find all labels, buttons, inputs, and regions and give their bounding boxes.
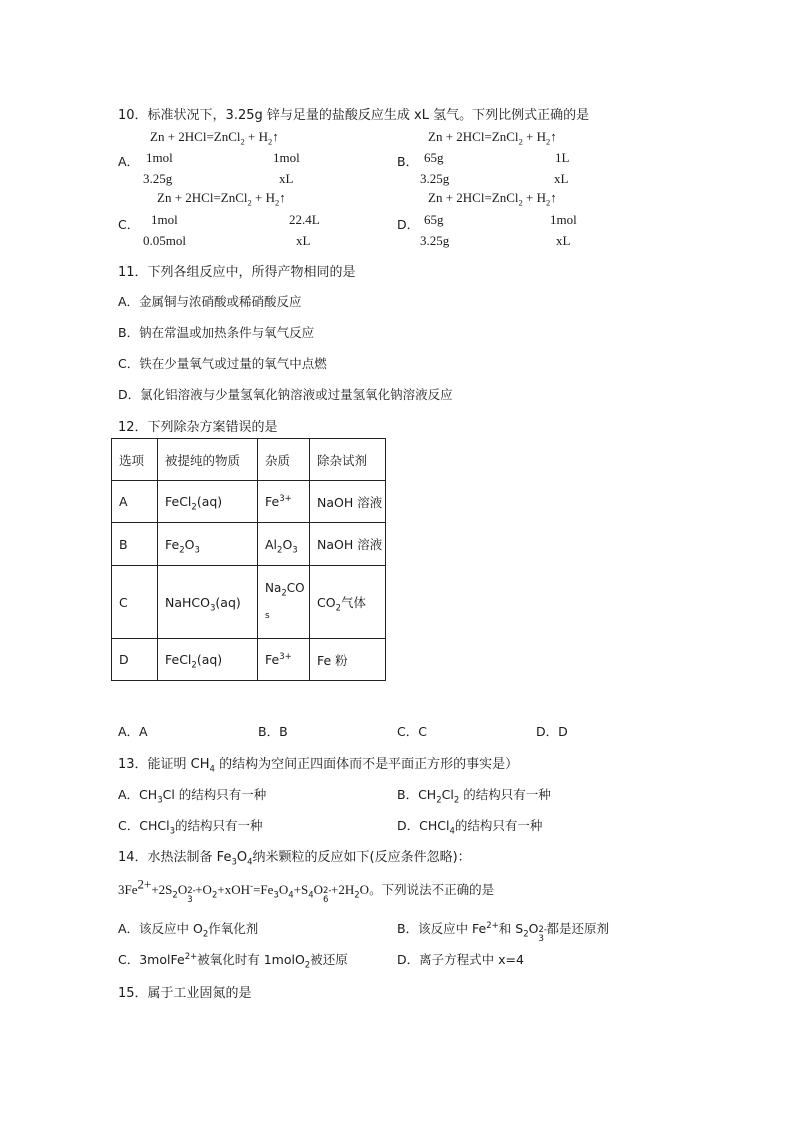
q10-stem: 10．标准状况下，3.25g 锌与足量的盐酸反应生成 xL 氢气。下列比例式正确的是 xyxy=(118,108,590,123)
q10-d-r1-right: 1mol xyxy=(550,212,577,227)
q12-option-d: D．D xyxy=(536,724,568,739)
q10-option-c-label: C． xyxy=(118,217,140,232)
q10-d-r1-left: 65g xyxy=(424,212,444,227)
row-b-substance: $Fe_2O_3$ xyxy=(158,523,258,566)
row-a-option: A xyxy=(112,481,158,523)
q10-a-r1-right: 1mol xyxy=(273,150,300,165)
q11-option-c: C．铁在少量氧气或过量的氧气中点燃 xyxy=(118,356,327,371)
q14-option-c: C．3molFe$^{2+}$被氧化时有 1molO$_2$被还原 xyxy=(118,951,348,971)
q10-equation-c: Zn + 2HCl=ZnCl$_2$ + $H_2↑$ xyxy=(157,190,286,208)
row-a-reagent: NaOH 溶液 xyxy=(310,481,386,523)
header-reagent: 除杂试剂 xyxy=(310,439,386,481)
q13-option-d: D．CHCl$_4$的结构只有一种 xyxy=(397,818,543,837)
table-row xyxy=(112,566,386,639)
row-c-impurity: $Na_2CO$ s xyxy=(258,566,310,639)
q10-a-r2-right: xL xyxy=(279,171,294,186)
q10-b-r1-right: 1L xyxy=(555,150,570,165)
q10-option-d-label: D． xyxy=(397,217,420,232)
q12-option-c: C．C xyxy=(397,724,427,739)
q11-stem: 11．下列各组反应中，所得产物相同的是 xyxy=(118,265,356,280)
q13-option-a: A．$CH_3Cl$ 的结构只有一种 xyxy=(118,787,267,806)
row-c-substance: NaHCO$_3$(aq) xyxy=(158,566,258,639)
q10-c-r2-right: xL xyxy=(296,233,311,248)
row-c-option: C xyxy=(112,566,158,639)
row-b-option: B xyxy=(112,523,158,566)
q15-stem: 15．属于工业固氮的是 xyxy=(118,986,252,1001)
row-d-impurity: $Fe^{3+}$ xyxy=(258,639,310,681)
q13-option-c: C．CHCl$_3$的结构只有一种 xyxy=(118,818,263,837)
q10-a-r2-left: 3.25g xyxy=(143,171,173,186)
q10-c-r1-right: 22.4L xyxy=(289,212,320,227)
q10-option-a-label: A． xyxy=(118,154,140,169)
q10-c-r1-left: 1mol xyxy=(151,212,178,227)
table-row xyxy=(112,639,386,681)
row-c-reagent: $CO_2$气体 xyxy=(310,566,386,639)
row-b-reagent: NaOH 溶液 xyxy=(310,523,386,566)
q10-option-b-label: B． xyxy=(397,154,419,169)
q10-b-r2-left: 3.25g xyxy=(420,171,450,186)
q12-option-a: A．A xyxy=(118,724,148,739)
header-impurity: 杂质 xyxy=(258,439,310,481)
q14-stem: 14．水热法制备 $Fe_3O_4$纳米颗粒的反应如下(反应条件忽略)： xyxy=(118,850,471,868)
q13-option-b: B．$CH_2Cl_2$ 的结构只有一种 xyxy=(397,787,551,806)
q12-option-b: B．B xyxy=(258,724,288,739)
q11-option-b: B．钠在常温或加热条件与氧气反应 xyxy=(118,325,315,340)
row-b-impurity: $Al_2O_3$ xyxy=(258,523,310,566)
q11-option-a: A．金属铜与浓硝酸或稀硝酸反应 xyxy=(118,294,302,309)
q14-option-d: D．离子方程式中 x=4 xyxy=(397,952,524,967)
q14-option-b: B．该反应中 $Fe^{2+}$和 $S_2O$ 2- 3 都是还原剂 xyxy=(397,920,609,944)
q10-equation-b: Zn + 2HCl=ZnCl$_2$ + $H_2↑$ xyxy=(428,129,557,147)
header-substance: 被提纯的物质 xyxy=(158,439,258,481)
q13-stem: 13．能证明 $CH_4$ 的结构为空间正四面体而不是平面正方形的事实是） xyxy=(118,757,519,775)
q10-equation-a: Zn + 2HCl=ZnCl$_2$ + $H_2↑$ xyxy=(150,129,279,147)
row-a-impurity: $Fe^{3+}$ xyxy=(258,481,310,523)
header-option: 选项 xyxy=(112,439,158,481)
q10-b-r1-left: 65g xyxy=(424,150,444,165)
q10-equation-d: Zn + 2HCl=ZnCl$_2$ + $H_2↑$ xyxy=(428,190,557,208)
q14-option-a: A．该反应中 $O_2$作氧化剂 xyxy=(118,921,259,940)
q12-stem: 12．下列除杂方案错误的是 xyxy=(118,420,278,435)
q10-d-r2-left: 3.25g xyxy=(420,233,450,248)
table-row xyxy=(112,481,386,523)
q11-option-d: D．氯化铝溶液与少量氢氧化钠溶液或过量氢氧化钠溶液反应 xyxy=(118,387,453,402)
impurity-removal-table xyxy=(111,438,386,681)
table-row xyxy=(112,523,386,566)
q10-d-r2-right: xL xyxy=(556,233,571,248)
q14-equation: $3Fe^{2+}+2S_2O$ 2- 3 $+O_2+xOH^-=Fe_3O_4+S_4O$ 2- 6 $+2H_2O$。下列说法不正确的是 xyxy=(118,876,495,905)
table-header-row xyxy=(112,439,386,481)
row-d-reagent: Fe 粉 xyxy=(310,639,386,681)
q10-b-r2-right: xL xyxy=(554,171,569,186)
q10-a-r1-left: 1mol xyxy=(146,150,173,165)
row-d-substance: FeCl$_2$(aq) xyxy=(158,639,258,681)
q10-c-r2-left: 0.05mol xyxy=(143,233,186,248)
row-a-substance: FeCl$_2$(aq) xyxy=(158,481,258,523)
row-d-option: D xyxy=(112,639,158,681)
